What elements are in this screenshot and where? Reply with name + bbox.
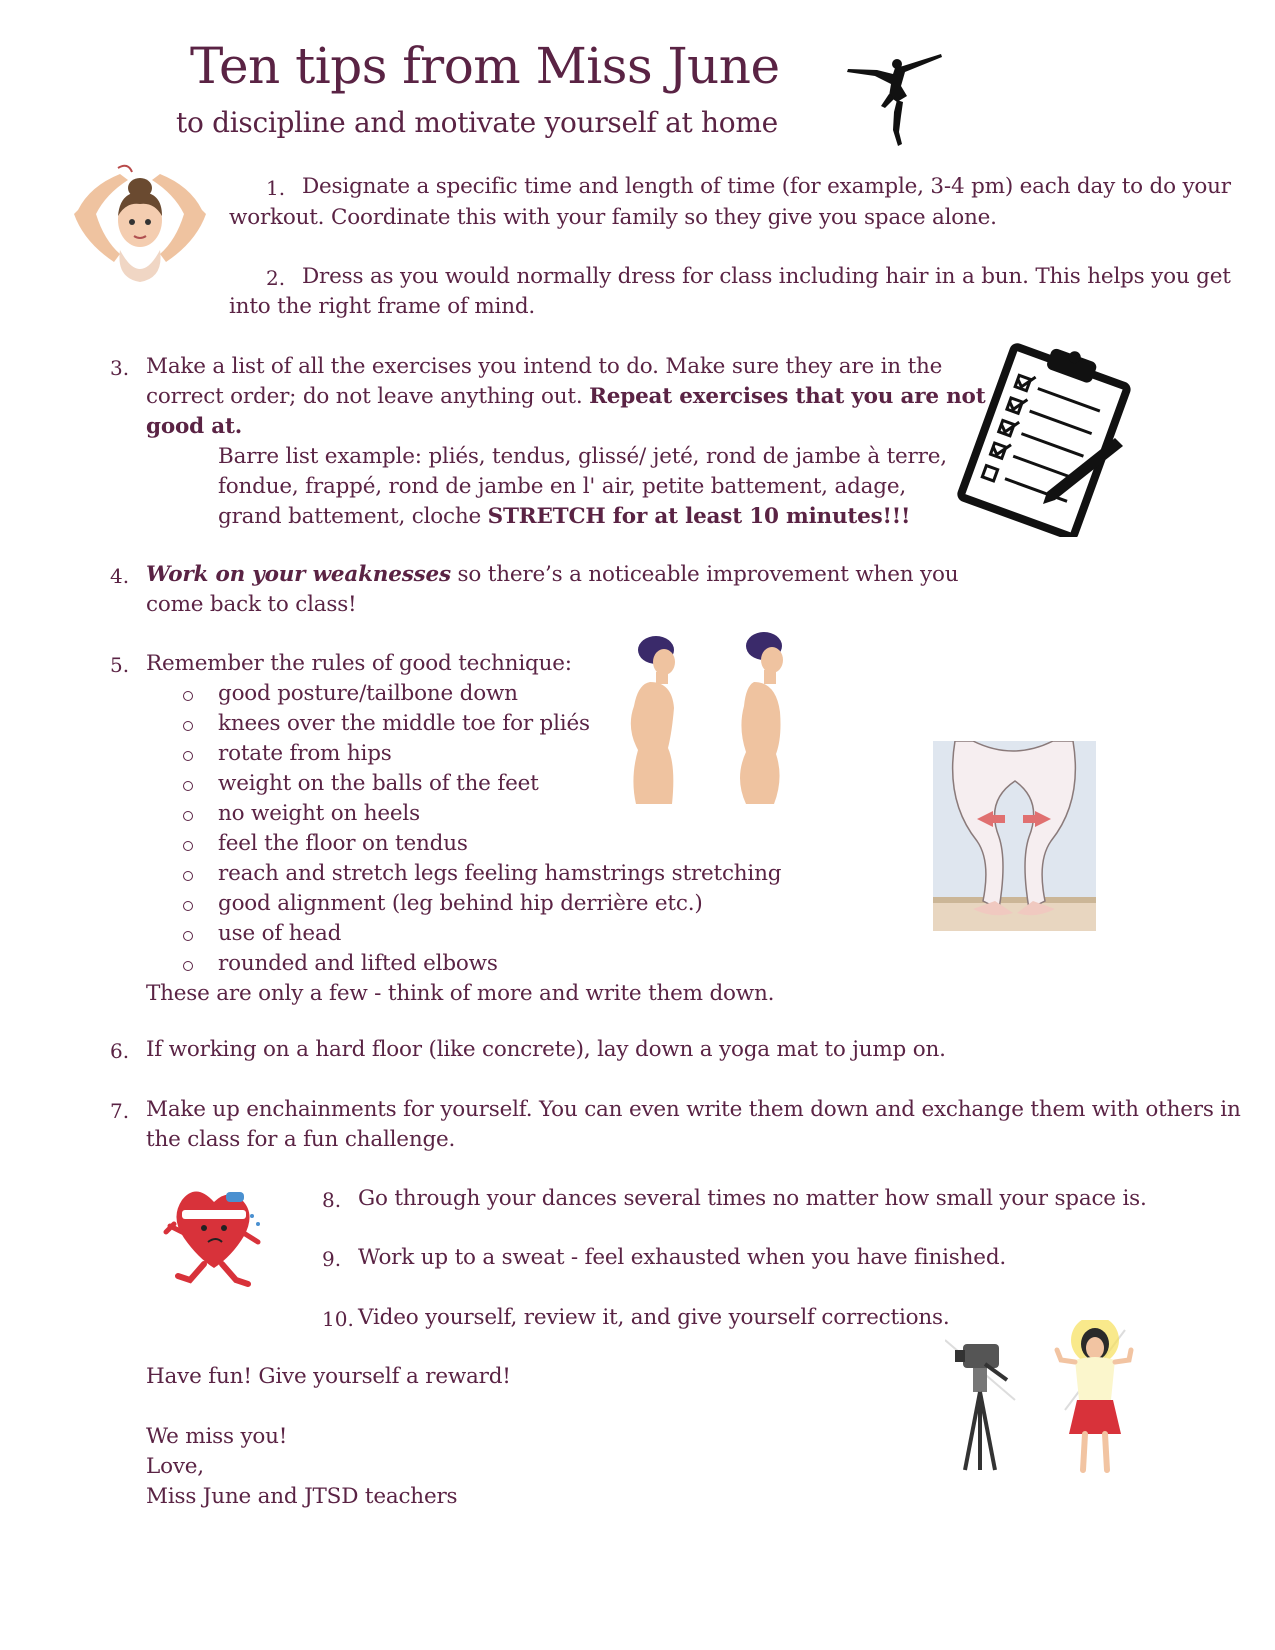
bullet-marker <box>183 721 193 731</box>
plie-legs-icon <box>933 741 1096 931</box>
page-subtitle: to discipline and motivate yourself at home <box>176 106 778 139</box>
tip-1-line-1: Designate a specific time and length of time (for example, 3-4 pm) each day to do your <box>302 174 1231 199</box>
tip-3-line-3: good at. <box>146 414 242 439</box>
closing-fun: Have fun! Give yourself a reward! <box>146 1364 511 1389</box>
technique-rule: feel the floor on tendus <box>218 831 468 856</box>
technique-rule: good posture/tailbone down <box>218 681 518 706</box>
checklist-clipboard-icon <box>955 342 1135 537</box>
tip-8-text: Go through your dances several times no matter how small your space is. <box>358 1186 1147 1211</box>
ballerina-silhouette-icon <box>845 50 945 150</box>
tip-9-number: 9. <box>322 1247 342 1271</box>
running-heart-icon <box>160 1180 270 1292</box>
tip-3-number: 3. <box>110 356 130 380</box>
bullet-marker <box>183 931 193 941</box>
tip-7-line-2: the class for a fun challenge. <box>146 1127 456 1152</box>
tip-4-line-1 <box>146 559 958 590</box>
bullet-marker <box>183 691 193 701</box>
tip-2-number: 2. <box>266 266 286 290</box>
barre-list-line-1: Barre list example: pliés, tendus, glissé/ jeté, rond de jambe à terre, <box>218 444 947 469</box>
technique-rule: reach and stretch legs feeling hamstrings stretching <box>218 861 782 886</box>
technique-rule: knees over the middle toe for pliés <box>218 711 590 736</box>
bullet-marker <box>183 781 193 791</box>
technique-rule: weight on the balls of the feet <box>218 771 539 796</box>
bullet-marker <box>183 841 193 851</box>
tripod-camera-icon <box>945 1320 1145 1500</box>
weaknesses-emphasis: Work on your weaknesses <box>146 562 451 587</box>
barre-list-line-2: fondue, frappé, rond de jambe en l' air, petite battement, adage, <box>218 474 906 499</box>
bullet-marker <box>183 871 193 881</box>
technique-rule: good alignment (leg behind hip derrière etc.) <box>218 891 703 916</box>
tip-4-line-2: come back to class! <box>146 592 357 617</box>
tip-2-line-1: Dress as you would normally dress for class including hair in a bun. This helps you get <box>302 264 1231 289</box>
tip-4-number: 4. <box>110 564 130 588</box>
tip-7-number: 7. <box>110 1099 130 1123</box>
technique-rule: no weight on heels <box>218 801 420 826</box>
technique-rule: rounded and lifted elbows <box>218 951 498 976</box>
tip-5-number: 5. <box>110 653 130 677</box>
tip-3-line-2 <box>146 381 985 412</box>
barre-list-text: grand battement, cloche <box>218 504 488 529</box>
posture-figures-icon <box>620 628 820 818</box>
tip-6-text: If working on a hard floor (like concrete), lay down a yoga mat to jump on. <box>146 1037 946 1062</box>
closing-signature: Miss June and JTSD teachers <box>146 1484 458 1509</box>
bullet-marker <box>183 961 193 971</box>
tip-4-text: so there’s a noticeable improvement when you <box>450 562 959 587</box>
tip-10-text: Video yourself, review it, and give yourself corrections. <box>358 1305 950 1330</box>
page-title: Ten tips from Miss June <box>190 37 780 95</box>
bullet-marker <box>183 901 193 911</box>
tip-1-line-2: workout. Coordinate this with your family so they give you space alone. <box>229 205 997 230</box>
tip-5-intro: Remember the rules of good technique: <box>146 651 572 676</box>
tip-8-number: 8. <box>322 1188 342 1212</box>
tip-5-outro: These are only a few - think of more and write them down. <box>146 981 775 1006</box>
technique-rule: rotate from hips <box>218 741 392 766</box>
tip-9-text: Work up to a sweat - feel exhausted when you have finished. <box>358 1245 1007 1270</box>
tip-2-line-2: into the right frame of mind. <box>229 294 536 319</box>
bullet-marker <box>183 811 193 821</box>
tip-3-repeat-emphasis: Repeat exercises that you are not <box>589 384 986 409</box>
barre-list-line-3 <box>218 501 910 532</box>
girl-hair-bun-icon <box>70 158 210 288</box>
stretch-emphasis: STRETCH for at least 10 minutes!!! <box>487 504 911 529</box>
bullet-marker <box>183 751 193 761</box>
tip-6-number: 6. <box>110 1039 130 1063</box>
tip-3-line-2-text: correct order; do not leave anything out. <box>146 384 590 409</box>
tip-1-number: 1. <box>266 176 286 200</box>
technique-rule: use of head <box>218 921 342 946</box>
tip-7-line-1: Make up enchainments for yourself. You can even write them down and exchange them with others in <box>146 1097 1241 1122</box>
closing-love: Love, <box>146 1454 204 1479</box>
tip-3-line-1: Make a list of all the exercises you intend to do. Make sure they are in the <box>146 354 943 379</box>
tip-10-number: 10. <box>322 1307 354 1331</box>
closing-miss: We miss you! <box>146 1424 288 1449</box>
